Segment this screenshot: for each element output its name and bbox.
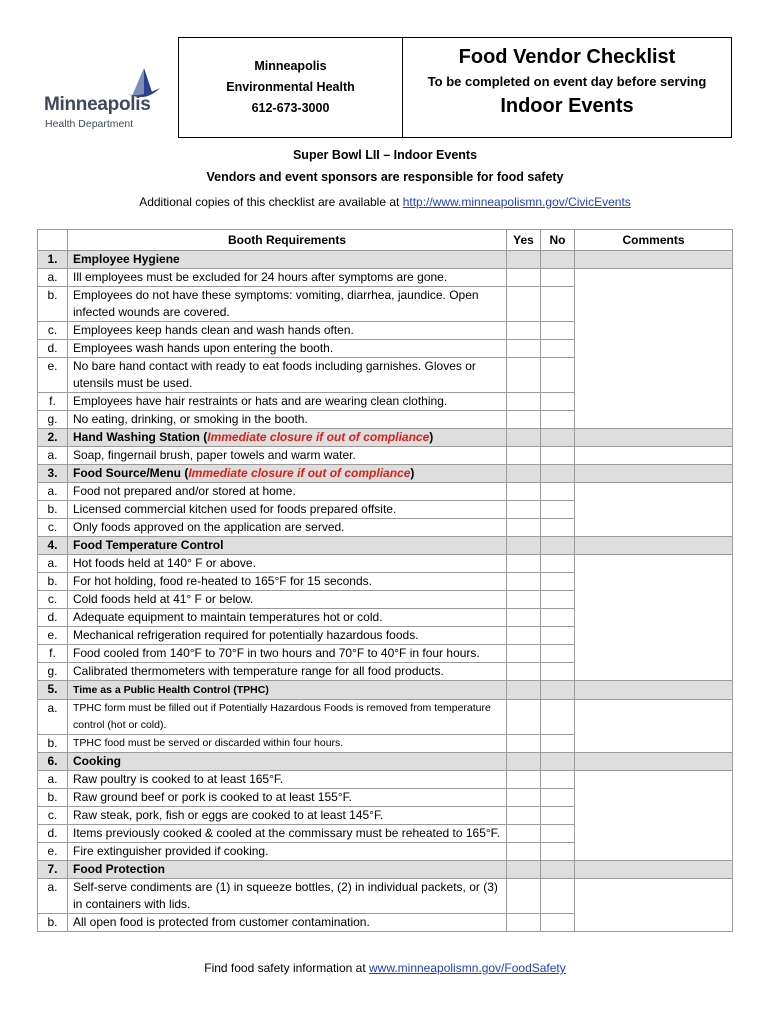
yes-checkbox[interactable] — [507, 609, 541, 627]
yes-checkbox-cell — [507, 681, 541, 700]
no-checkbox[interactable] — [541, 269, 575, 287]
checklist-item-row — [38, 447, 733, 465]
no-checkbox-cell — [541, 429, 575, 447]
no-checkbox[interactable] — [541, 555, 575, 573]
copies-note-text: Additional copies of this checklist are available at — [139, 195, 403, 209]
item-letter: c. — [38, 322, 68, 340]
copies-note — [0, 195, 770, 209]
event-name: Super Bowl LII – Indoor Events — [292, 148, 478, 162]
item-letter: b. — [38, 501, 68, 519]
section-title-cell: Hand Washing Station (Immediate closure if out of compliance) — [68, 429, 507, 447]
section-row — [38, 251, 733, 269]
checklist-item-row — [38, 483, 733, 501]
checklist-item-row — [38, 269, 733, 287]
no-checkbox-cell — [541, 537, 575, 555]
section-number: 2. — [38, 429, 68, 447]
yes-checkbox[interactable] — [507, 807, 541, 825]
item-letter: e. — [38, 843, 68, 861]
checklist-item-row — [38, 879, 733, 914]
section-title-cell — [68, 537, 507, 555]
item-letter: a. — [38, 555, 68, 573]
yes-checkbox[interactable] — [507, 519, 541, 537]
item-text: TPHC form must be filled out if Potentially Hazardous Foods is removed from temperature control (hot or cold). — [68, 700, 507, 735]
item-letter: d. — [38, 609, 68, 627]
no-checkbox[interactable] — [541, 789, 575, 807]
section-number: 7. — [38, 861, 68, 879]
yes-checkbox[interactable] — [507, 843, 541, 861]
food-safety-link[interactable]: www.minneapolismn.gov/FoodSafety — [369, 961, 566, 975]
no-checkbox[interactable] — [541, 519, 575, 537]
item-text: Ill employees must be excluded for 24 hours after symptoms are gone. — [68, 269, 507, 287]
item-text: Raw steak, pork, fish or eggs are cooked to at least 145°F. — [68, 807, 507, 825]
item-text: Food cooled from 140°F to 70°F in two hours and 70°F to 40°F in four hours. — [68, 645, 507, 663]
no-checkbox[interactable] — [541, 393, 575, 411]
yes-checkbox[interactable] — [507, 573, 541, 591]
no-checkbox[interactable] — [541, 825, 575, 843]
no-checkbox[interactable] — [541, 483, 575, 501]
item-letter: c. — [38, 807, 68, 825]
closure-warning: Immediate closure if out of compliance — [188, 466, 411, 480]
section-number: 4. — [38, 537, 68, 555]
item-text: Raw ground beef or pork is cooked to at least 155°F. — [68, 789, 507, 807]
item-letter: b. — [38, 735, 68, 753]
header-box — [178, 37, 732, 138]
yes-checkbox[interactable] — [507, 645, 541, 663]
yes-checkbox[interactable] — [507, 735, 541, 753]
no-checkbox[interactable] — [541, 411, 575, 429]
no-checkbox[interactable] — [541, 447, 575, 465]
comments-cell — [575, 861, 733, 879]
section-title: Food Protection — [73, 862, 165, 876]
comments-cell — [575, 537, 733, 555]
yes-checkbox[interactable] — [507, 340, 541, 358]
item-letter: b. — [38, 573, 68, 591]
comments-cell — [575, 429, 733, 447]
yes-checkbox[interactable] — [507, 501, 541, 519]
logo-subtitle: Health Department — [45, 118, 134, 130]
comments-cell — [575, 681, 733, 700]
no-checkbox[interactable] — [541, 663, 575, 681]
yes-checkbox[interactable] — [507, 287, 541, 322]
section-number: 6. — [38, 753, 68, 771]
item-text: For hot holding, food re-heated to 165°F for 15 seconds. — [68, 573, 507, 591]
item-letter: g. — [38, 663, 68, 681]
section-number: 1. — [38, 251, 68, 269]
yes-checkbox-cell — [507, 861, 541, 879]
item-text: Employees keep hands clean and wash hands often. — [68, 322, 507, 340]
yes-checkbox[interactable] — [507, 663, 541, 681]
comments-cell — [575, 251, 733, 269]
item-letter: b. — [38, 914, 68, 932]
item-text: No eating, drinking, or smoking in the booth. — [68, 411, 507, 429]
section-number: 3. — [38, 465, 68, 483]
no-checkbox[interactable] — [541, 358, 575, 393]
section-title-cell — [68, 251, 507, 269]
yes-checkbox-cell — [507, 753, 541, 771]
yes-checkbox[interactable] — [507, 591, 541, 609]
section-row — [38, 861, 733, 879]
item-text: Fire extinguisher provided if cooking. — [68, 843, 507, 861]
item-text: Employees do not have these symptoms: vomiting, diarrhea, jaundice. Open infected wounds are covered. — [68, 287, 507, 322]
item-letter: e. — [38, 627, 68, 645]
yes-checkbox-cell — [507, 251, 541, 269]
comments-field[interactable] — [575, 269, 733, 429]
footer — [0, 961, 770, 975]
no-checkbox[interactable] — [541, 591, 575, 609]
comments-field[interactable] — [575, 879, 733, 932]
item-letter: a. — [38, 483, 68, 501]
item-text: Only foods approved on the application are served. — [68, 519, 507, 537]
header-no: No — [541, 230, 575, 251]
item-text: Mechanical refrigeration required for potentially hazardous foods. — [68, 627, 507, 645]
item-letter: c. — [38, 591, 68, 609]
no-checkbox[interactable] — [541, 735, 575, 753]
department-name: Minneapolis — [254, 59, 327, 73]
section-title-cell — [68, 681, 507, 700]
checklist-item-row — [38, 700, 733, 735]
header-yes: Yes — [507, 230, 541, 251]
document-subtitle: To be completed on event day before serving — [427, 74, 707, 89]
item-letter: f. — [38, 645, 68, 663]
closure-warning: Immediate closure if out of compliance — [207, 430, 430, 444]
no-checkbox[interactable] — [541, 771, 575, 789]
no-checkbox[interactable] — [541, 700, 575, 735]
section-title: Food Temperature Control — [73, 538, 224, 552]
no-checkbox-cell — [541, 861, 575, 879]
yes-checkbox-cell — [507, 537, 541, 555]
item-text: Licensed commercial kitchen used for foods prepared offsite. — [68, 501, 507, 519]
section-title: Food Source/Menu — [73, 466, 181, 480]
responsibility-note: Vendors and event sponsors are responsible for food safety — [206, 170, 564, 184]
section-row — [38, 681, 733, 700]
item-text: Employees wash hands upon entering the booth. — [68, 340, 507, 358]
header-num-cell — [38, 230, 68, 251]
item-text: TPHC food must be served or discarded within four hours. — [68, 735, 507, 753]
no-checkbox-cell — [541, 753, 575, 771]
no-checkbox[interactable] — [541, 627, 575, 645]
item-letter: a. — [38, 771, 68, 789]
section-title-cell: Food Source/Menu (Immediate closure if out of compliance) — [68, 465, 507, 483]
civic-events-link[interactable]: http://www.minneapolismn.gov/CivicEvents — [402, 195, 631, 209]
section-title-cell — [68, 861, 507, 879]
item-text: Raw poultry is cooked to at least 165°F. — [68, 771, 507, 789]
department-phone: 612-673-3000 — [251, 101, 330, 115]
no-checkbox[interactable] — [541, 287, 575, 322]
no-checkbox[interactable] — [541, 914, 575, 932]
section-title: Employee Hygiene — [73, 252, 180, 266]
title-block — [403, 38, 731, 137]
checklist-table — [37, 229, 733, 932]
no-checkbox[interactable] — [541, 322, 575, 340]
section-row — [38, 753, 733, 771]
item-text: Calibrated thermometers with temperature range for all food products. — [68, 663, 507, 681]
item-text: Hot foods held at 140° F or above. — [68, 555, 507, 573]
item-letter: f. — [38, 393, 68, 411]
no-checkbox[interactable] — [541, 843, 575, 861]
no-checkbox[interactable] — [541, 340, 575, 358]
item-letter: a. — [38, 269, 68, 287]
table-header-row — [38, 230, 733, 251]
comments-field[interactable] — [575, 447, 733, 465]
item-letter: b. — [38, 287, 68, 322]
no-checkbox-cell — [541, 465, 575, 483]
item-letter: g. — [38, 411, 68, 429]
item-letter: e. — [38, 358, 68, 393]
section-row — [38, 465, 733, 483]
yes-checkbox[interactable] — [507, 825, 541, 843]
item-letter: a. — [38, 700, 68, 735]
department-division: Environmental Health — [226, 80, 355, 94]
no-checkbox[interactable] — [541, 807, 575, 825]
item-text: Soap, fingernail brush, paper towels and warm water. — [68, 447, 507, 465]
item-text: Cold foods held at 41° F or below. — [68, 591, 507, 609]
yes-checkbox[interactable] — [507, 447, 541, 465]
header-requirements: Booth Requirements — [68, 230, 507, 251]
comments-cell — [575, 465, 733, 483]
checklist-item-row — [38, 555, 733, 573]
item-text: All open food is protected from customer contamination. — [68, 914, 507, 932]
item-text: Items previously cooked & cooled at the commissary must be reheated to 165°F. — [68, 825, 507, 843]
event-type: Indoor Events — [500, 95, 634, 117]
comments-field[interactable] — [575, 483, 733, 537]
item-letter: c. — [38, 519, 68, 537]
yes-checkbox[interactable] — [507, 483, 541, 501]
yes-checkbox[interactable] — [507, 393, 541, 411]
header-comments: Comments — [575, 230, 733, 251]
yes-checkbox[interactable] — [507, 789, 541, 807]
yes-checkbox[interactable] — [507, 771, 541, 789]
item-letter: b. — [38, 789, 68, 807]
checklist-item-row — [38, 771, 733, 789]
yes-checkbox[interactable] — [507, 700, 541, 735]
footer-text: Find food safety information at — [204, 961, 369, 975]
no-checkbox[interactable] — [541, 879, 575, 914]
item-letter: d. — [38, 825, 68, 843]
yes-checkbox[interactable] — [507, 358, 541, 393]
logo-wordmark: Minneapolis — [44, 94, 151, 115]
comments-field[interactable] — [575, 771, 733, 861]
yes-checkbox[interactable] — [507, 627, 541, 645]
document-title: Food Vendor Checklist — [458, 46, 676, 68]
no-checkbox-cell — [541, 681, 575, 700]
item-text: Adequate equipment to maintain temperatures hot or cold. — [68, 609, 507, 627]
comments-cell — [575, 753, 733, 771]
section-row — [38, 537, 733, 555]
yes-checkbox[interactable] — [507, 322, 541, 340]
yes-checkbox-cell — [507, 465, 541, 483]
section-title-cell — [68, 753, 507, 771]
section-title: Time as a Public Health Control (TPHC) — [73, 684, 269, 696]
yes-checkbox[interactable] — [507, 879, 541, 914]
comments-field[interactable] — [575, 555, 733, 681]
item-text: Food not prepared and/or stored at home. — [68, 483, 507, 501]
item-text: No bare hand contact with ready to eat foods including garnishes. Gloves or utensils must be used. — [68, 358, 507, 393]
yes-checkbox[interactable] — [507, 914, 541, 932]
section-number: 5. — [38, 681, 68, 700]
item-letter: a. — [38, 879, 68, 914]
yes-checkbox[interactable] — [507, 555, 541, 573]
no-checkbox[interactable] — [541, 645, 575, 663]
department-block — [179, 38, 403, 137]
no-checkbox[interactable] — [541, 609, 575, 627]
comments-field[interactable] — [575, 700, 733, 753]
no-checkbox-cell — [541, 251, 575, 269]
section-title: Cooking — [73, 754, 121, 768]
item-letter: d. — [38, 340, 68, 358]
yes-checkbox[interactable] — [507, 411, 541, 429]
section-row — [38, 429, 733, 447]
item-text: Self-serve condiments are (1) in squeeze bottles, (2) in individual packets, or (3) in containers with lids. — [68, 879, 507, 914]
yes-checkbox-cell — [507, 429, 541, 447]
no-checkbox[interactable] — [541, 501, 575, 519]
section-title: Hand Washing Station — [73, 430, 200, 444]
no-checkbox[interactable] — [541, 573, 575, 591]
item-letter: a. — [38, 447, 68, 465]
item-text: Employees have hair restraints or hats and are wearing clean clothing. — [68, 393, 507, 411]
yes-checkbox[interactable] — [507, 269, 541, 287]
